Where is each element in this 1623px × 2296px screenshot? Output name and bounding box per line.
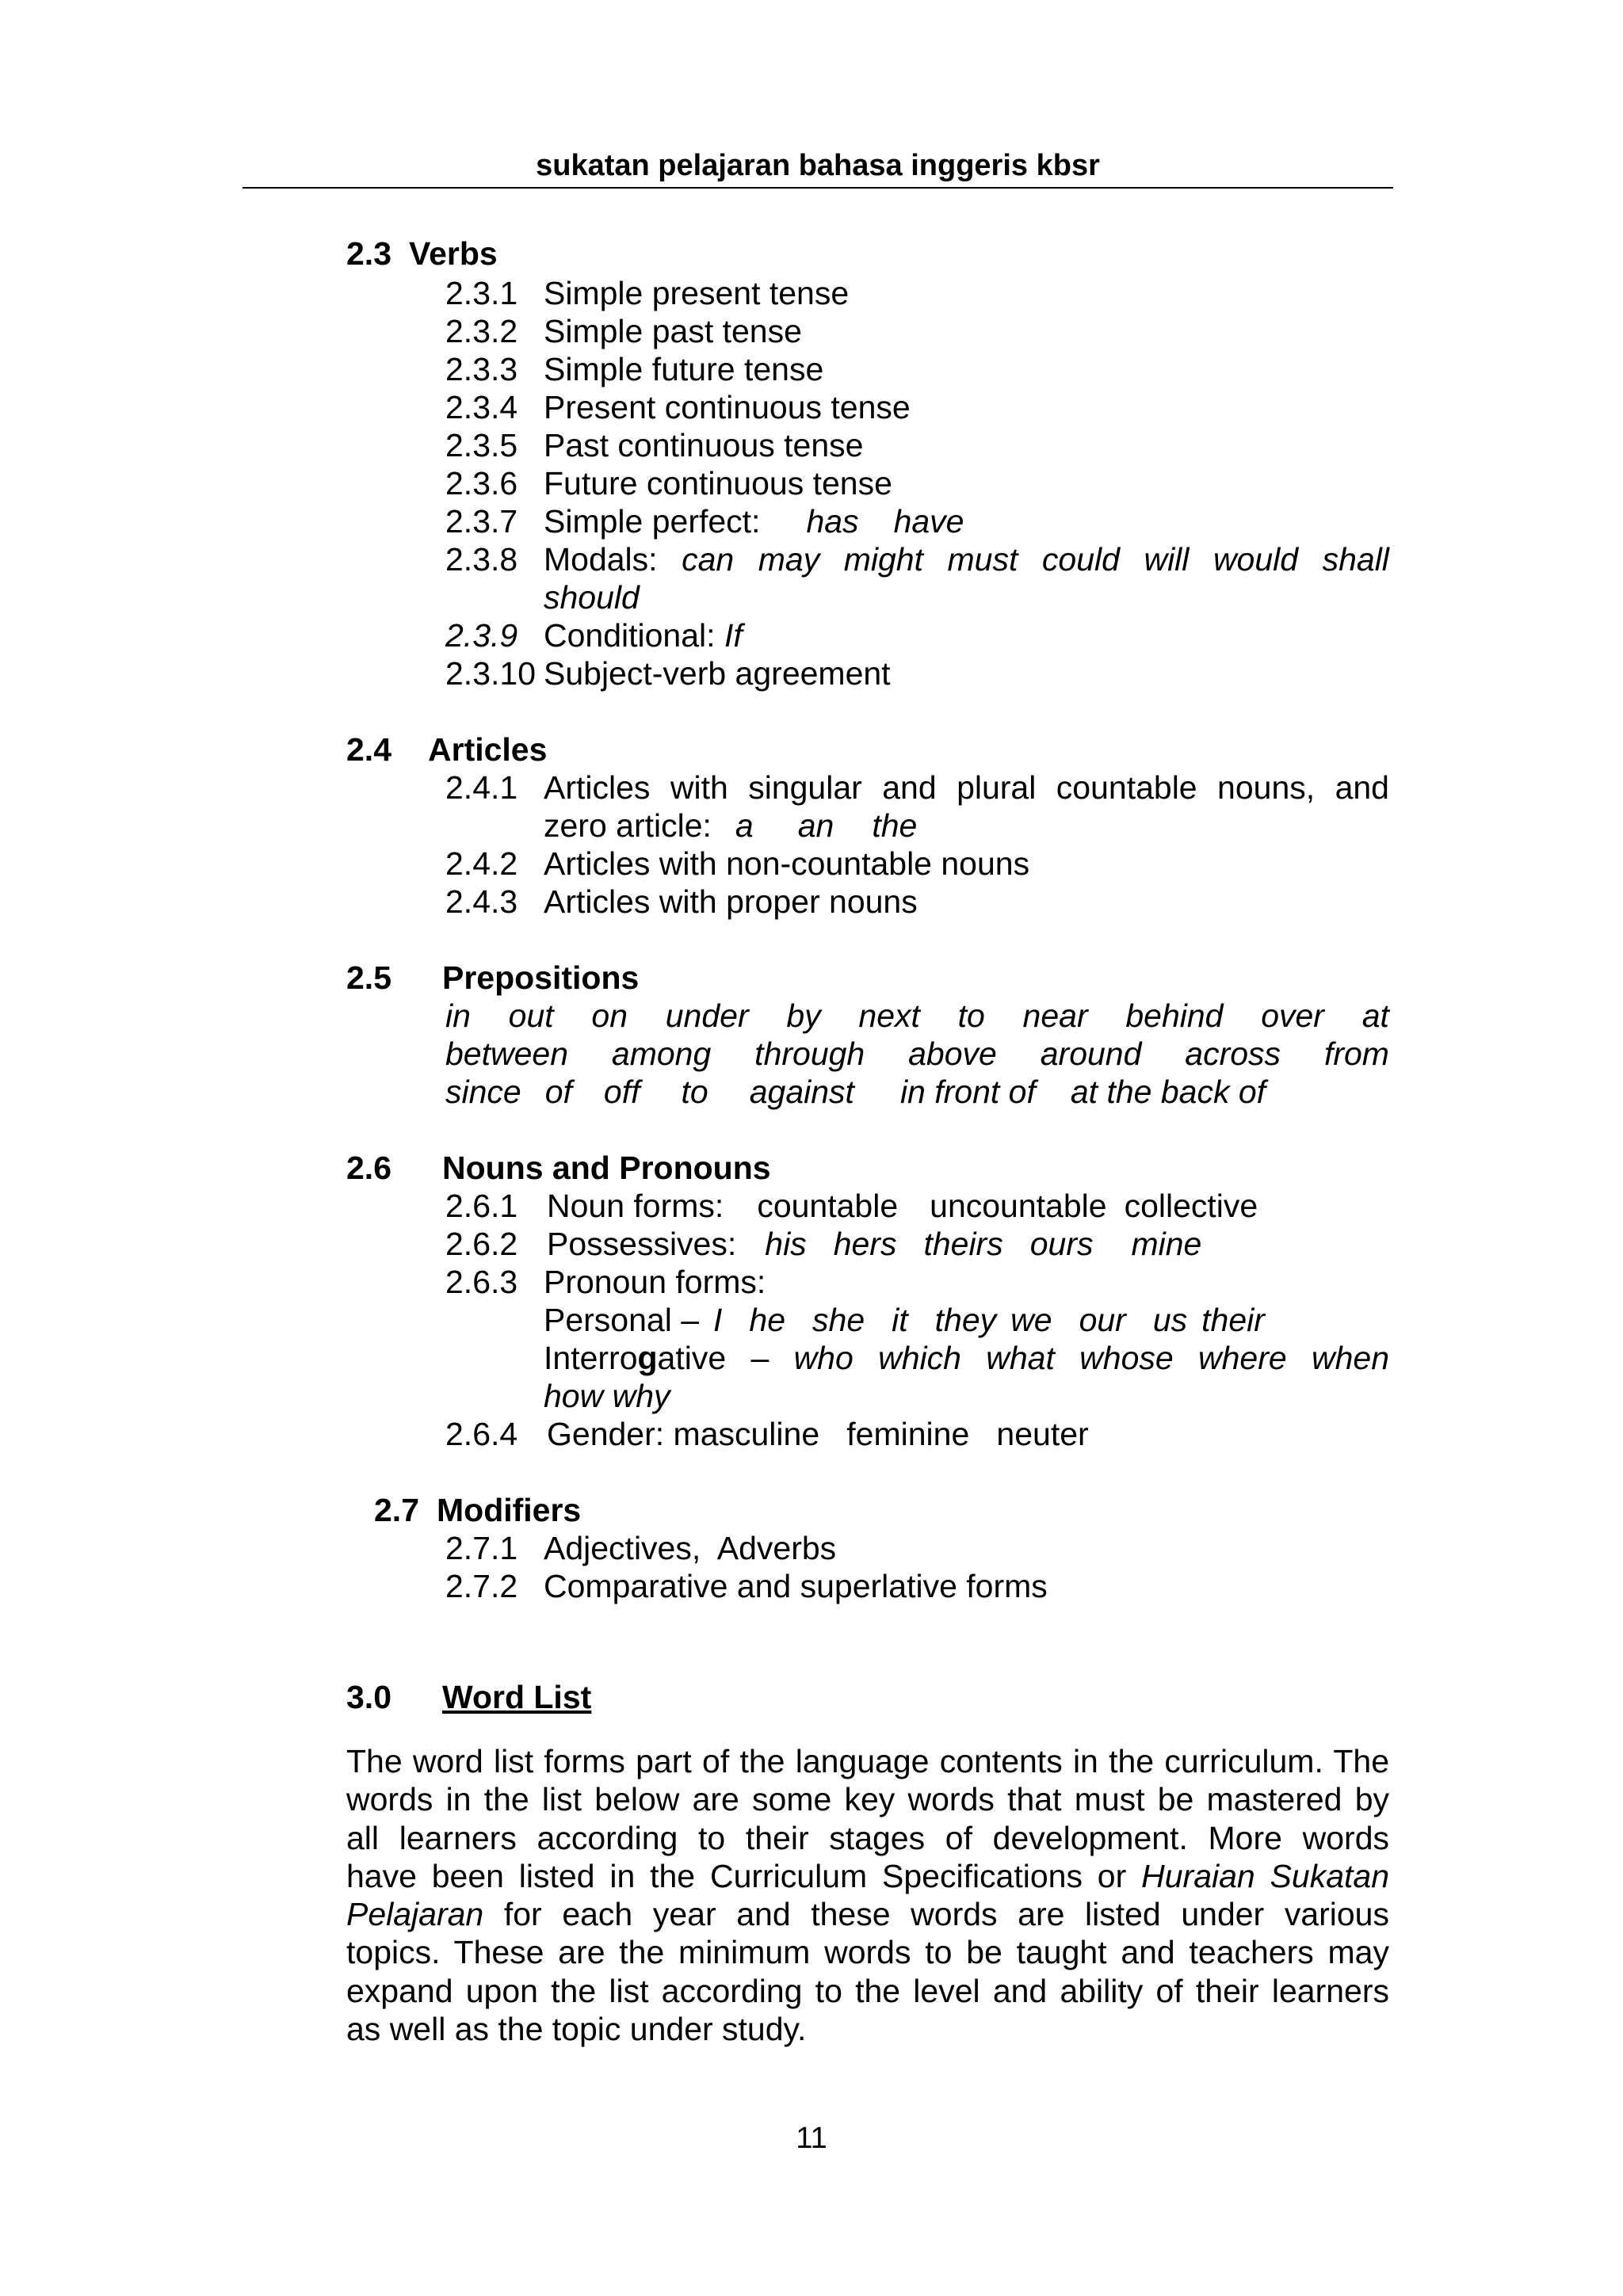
section-title: Verbs bbox=[409, 235, 498, 272]
section-3-0-heading: 3.0 Word List bbox=[346, 1679, 592, 1715]
item-2-6-2: 2.6.2 Possessives: his hers theirs ours mine bbox=[445, 1226, 1202, 1262]
item-2-3-8: 2.3.8 Modals: can may might must could will would shall bbox=[445, 541, 1389, 578]
item-2-3-4: 2.3.4 Present continuous tense bbox=[445, 389, 911, 425]
prepositions-line-2: between among through above around across from bbox=[445, 1035, 1389, 1072]
word-list-paragraph: The word list forms part of the language contents in the curriculum. The words in the list below are some key words that must be mastered by all learners according to their stages of development. More words have been listed in the Curriculum Specifications or Huraian Sukatan Pelajaran for each year and these words are listed under various topics. These are the minimum words to be taught and teachers may expand upon the list according to the level and ability of their learners as well as the topic under study. bbox=[346, 1743, 1389, 2048]
header-rule bbox=[242, 187, 1393, 189]
section-2-3-heading bbox=[346, 235, 498, 273]
item-2-3-8-cont: should bbox=[544, 579, 640, 616]
prepositions-line-1: in out on under by next to near behind over at bbox=[445, 997, 1389, 1034]
prepositions-line-3: since of off to against in front of at the back of bbox=[445, 1074, 1266, 1110]
item-2-3-7: 2.3.7 Simple perfect: has have bbox=[445, 503, 964, 540]
item-2-4-3: 2.4.3 Articles with proper nouns bbox=[445, 883, 918, 920]
item-2-3-3: 2.3.3 Simple future tense bbox=[445, 351, 824, 387]
item-2-7-2: 2.7.2 Comparative and superlative forms bbox=[445, 1568, 1048, 1604]
page-header: sukatan pelajaran bahasa inggeris kbsr bbox=[536, 149, 1100, 182]
section-2-7-heading: 2.7 Modifiers bbox=[374, 1492, 582, 1528]
item-2-7-1: 2.7.1 Adjectives, Adverbs bbox=[445, 1530, 837, 1566]
section-2-6-heading: 2.6 Nouns and Pronouns bbox=[346, 1150, 771, 1186]
item-2-4-2: 2.4.2 Articles with non-countable nouns bbox=[445, 845, 1030, 882]
item-2-3-1: 2.3.1 Simple present tense bbox=[445, 275, 850, 311]
section-number: 2.3 bbox=[346, 235, 391, 272]
item-2-3-6: 2.3.6 Future continuous tense bbox=[445, 465, 892, 502]
item-2-6-3: 2.6.3 Pronoun forms: bbox=[445, 1264, 766, 1300]
item-2-3-5: 2.3.5 Past continuous tense bbox=[445, 427, 864, 463]
item-2-4-1: 2.4.1 Articles with singular and plural countable nouns, and bbox=[445, 769, 1389, 806]
item-2-3-9: 2.3.9 Conditional: If bbox=[445, 617, 743, 654]
item-2-6-1: 2.6.1 Noun forms: countable uncountable collective bbox=[445, 1188, 1258, 1224]
section-2-4-heading: 2.4 Articles bbox=[346, 731, 548, 768]
page-number: 11 bbox=[796, 2122, 827, 2155]
pronoun-personal: Personal – I he she it they we our us their bbox=[544, 1302, 1265, 1338]
item-2-3-2: 2.3.2 Simple past tense bbox=[445, 313, 802, 349]
section-2-5-heading: 2.5 Prepositions bbox=[346, 959, 640, 996]
pronoun-interrogative: Interrogative – who which what whose where when bbox=[544, 1340, 1389, 1376]
pronoun-interrogative-cont: how why bbox=[544, 1378, 670, 1414]
item-2-6-4: 2.6.4 Gender: masculine feminine neuter bbox=[445, 1416, 1089, 1452]
item-2-4-1-cont: zero article: a an the bbox=[544, 807, 918, 844]
item-2-3-10: 2.3.10 Subject-verb agreement bbox=[445, 655, 891, 692]
